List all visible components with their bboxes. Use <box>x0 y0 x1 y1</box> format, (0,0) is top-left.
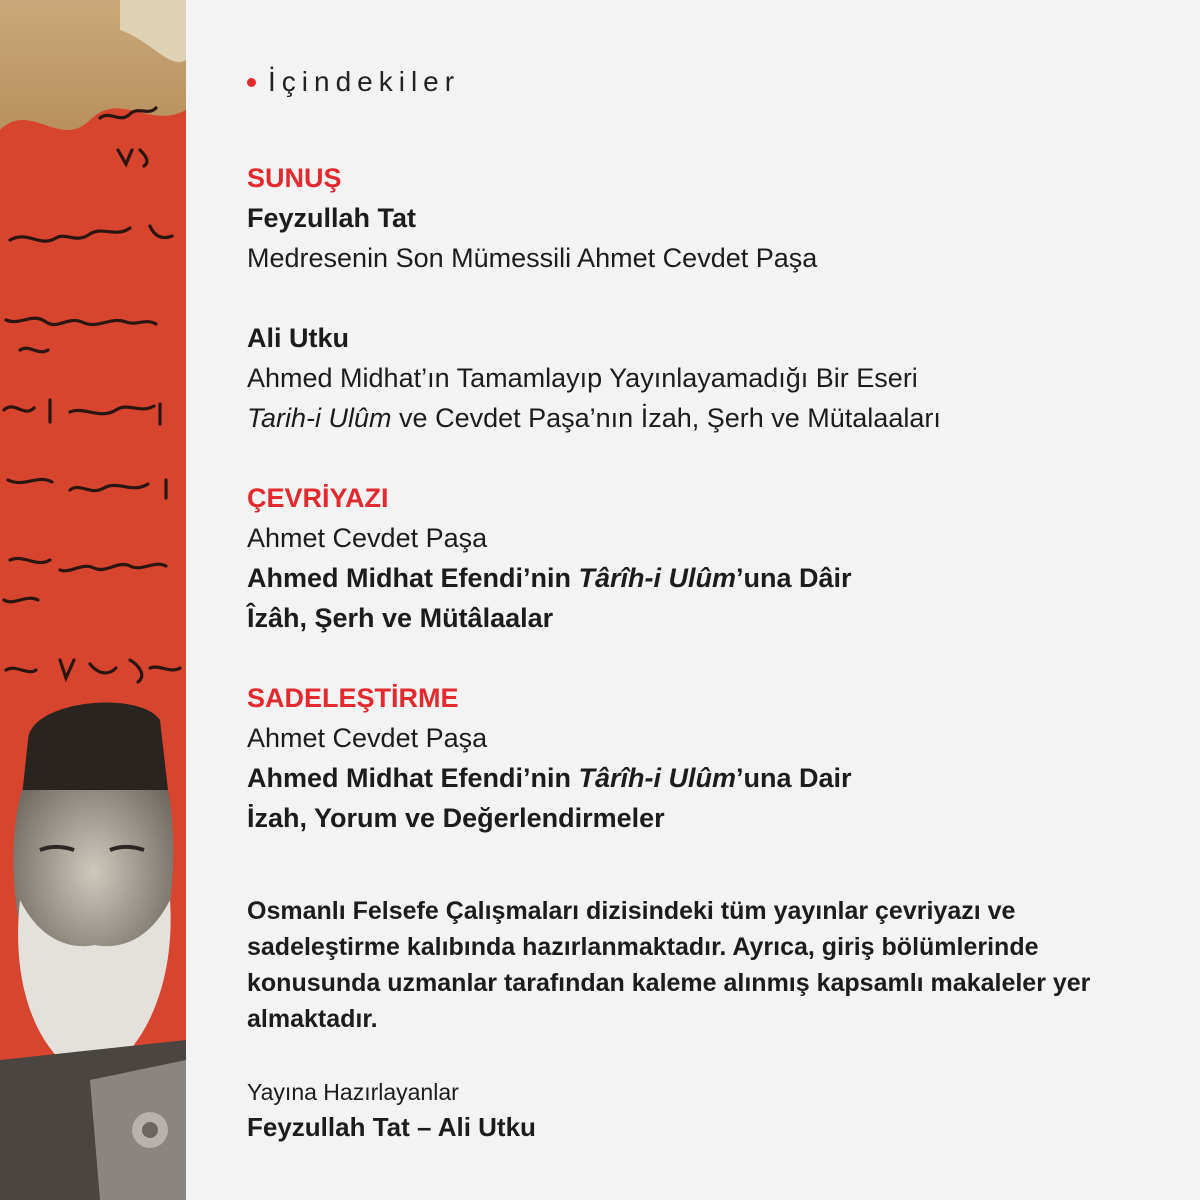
entry-title-pre: Ahmed Midhat Efendi’nin <box>247 563 579 593</box>
entry-title-italic: Tarih-i Ulûm <box>247 403 392 433</box>
section-sadelestirme <box>247 678 852 838</box>
entry-title-post: ’una Dair <box>736 763 852 793</box>
series-note: Osmanlı Felsefe Çalışmaları dizisindeki tüm yayınlar çevriyazı ve sadeleştirme kalıbında hazırlanmaktadır. Ayrıca, giriş bölümlerinde konusunda uzmanlar tarafından kaleme alınmış kapsamlı makaleler yer almaktadır. <box>247 897 1091 1033</box>
section-sunus-entry-2 <box>247 318 941 438</box>
entry-title-rest: ve Cevdet Paşa’nın İzah, Şerh ve Mütalaaları <box>391 403 941 433</box>
entry-title-line2: Îzâh, Şerh ve Mütâlaalar <box>247 603 554 633</box>
entry-author: Ahmet Cevdet Paşa <box>247 523 488 553</box>
toc-title: İçindekiler <box>268 66 461 97</box>
entry-title: Medresenin Son Mümessili Ahmet Cevdet Paşa <box>247 243 818 273</box>
manuscript-portrait-image <box>0 0 186 1200</box>
entry-title-line2 <box>247 398 941 438</box>
entry-title <box>247 758 852 798</box>
section-label: SUNUŞ <box>247 163 342 193</box>
bullet-dot-icon <box>247 78 256 87</box>
entry-title-italic: Târîh-i Ulûm <box>578 763 737 793</box>
section-label: SADELEŞTİRME <box>247 683 459 713</box>
editors-block <box>247 1075 536 1145</box>
toc-header <box>247 66 460 98</box>
section-sunus <box>247 158 817 278</box>
entry-author: Feyzullah Tat <box>247 203 417 233</box>
entry-author: Ali Utku <box>247 323 350 353</box>
entry-title-post: ’una Dâir <box>736 563 852 593</box>
entry-title-pre: Ahmed Midhat Efendi’nin <box>247 763 579 793</box>
editors-names: Feyzullah Tat – Ali Utku <box>247 1112 536 1142</box>
entry-title-line2: İzah, Yorum ve Değerlendirmeler <box>247 803 665 833</box>
section-label: ÇEVRİYAZI <box>247 483 389 513</box>
section-cevriyazi <box>247 478 852 638</box>
editors-label: Yayına Hazırlayanlar <box>247 1079 459 1105</box>
entry-title <box>247 558 852 598</box>
entry-author: Ahmet Cevdet Paşa <box>247 723 488 753</box>
entry-title-italic: Târîh-i Ulûm <box>578 563 737 593</box>
entry-title: Ahmed Midhat’ın Tamamlayıp Yayınlayamadığı Bir Eseri <box>247 363 918 393</box>
